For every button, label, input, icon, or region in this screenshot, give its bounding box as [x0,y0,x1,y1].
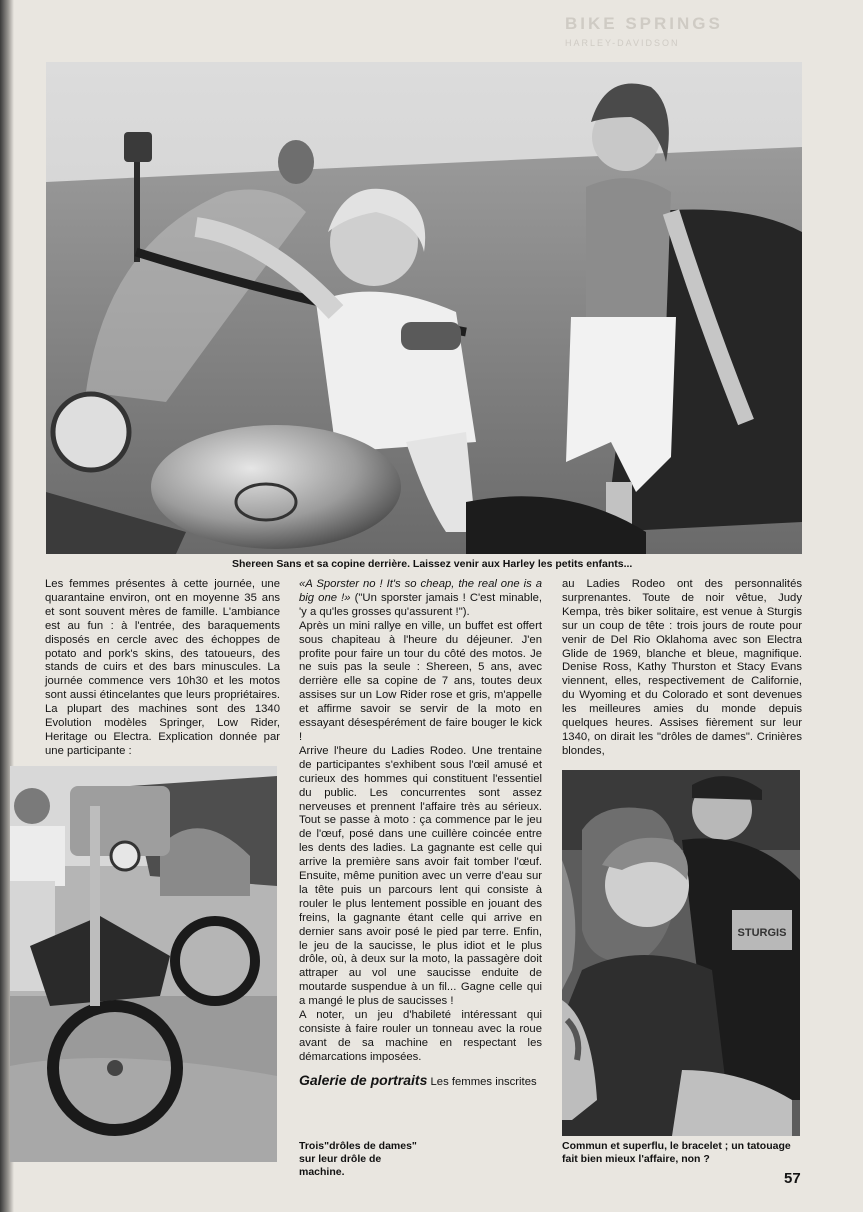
column2-subhead-paragraph [299,1071,542,1090]
left-photo-caption: Trois"drôles de dames" sur leur drôle de machine. [299,1140,417,1178]
french-quote: ("Un sporster jamais ! C'est minable, 'y a qu'les grosses qu'assurent !"). [299,591,542,618]
top-photo-girls-on-harley [46,62,802,554]
right-photo-caption: Commun et superflu, le bracelet ; un tatouage fait bien mieux l'affaire, non ? [562,1140,791,1165]
column3-paragraph: au Ladies Rodeo ont des personnalités surprenantes. Toute de noir vêtue, Judy Kempa, très biker solitaire, est venue à Sturgis sur un coup de tête : trois jours de route pour venir de Del Rio Oklahoma avec son Electra Glide de 1969, blanche et bleue, magnifique. Denise Ross, Kathy Thurston et Stacy Evans viennent, elles, respectivement de Californie, du Wyoming et du Colorado et sont devenues les meilleures amies du monde depuis quelques heures. Assises fièrement sur leur 1340, on dirait les "drôles de dames". Crinières blondes, [562,578,802,757]
article-column-3 [562,578,802,759]
subhead-galerie-de-portraits: Galerie de portraits [299,1071,428,1088]
column2-paragraph-2: Arrive l'heure du Ladies Rodeo. Une trentaine de participantes s'exhibent sous l'œil amusé et curieux des hommes qui constituent l'essentiel du public. Les concurrentes sont assez nerveuses et prennent l'affaire très au sérieux. Tout se passe à moto : ça commence par le jeu de l'œuf, posé dans une cuillère coincée entre les dents des ladies. La gagnante est celle qui arrive la première sans avoir fait tomber l'œuf. Ensuite, même punition avec un verre d'eau sur la tête puis un parcours lent qui consiste à rouler le plus lentement possible en jouant des freins, la gagnante étant celle qui arrive en dernier sans avoir posé le pied par terre. Enfin, le jeu de la saucisse, le plus idiot et le plus drôle, où, à deux sur la moto, la passagère doit attraper au vol une saucisse enduite de moutarde suspendue à un fil... Gagne celle qui a mangé le plus de saucisses ! [299,744,542,1008]
jacket-text-sturgis: STURGIS [737,927,787,939]
right-photo-woman-with-tattoo [562,770,800,1136]
column2-paragraph-4-start: Les femmes inscrites [427,1075,537,1088]
column2-quote-paragraph [299,578,542,620]
column2-paragraph-1: Après un mini rallye en ville, un buffet est offert sous chapiteau à l'heure du déjeuner. J'en profite pour faire un tour du côté des motos. Je ne suis pas la seule : Shereen, 5 ans, avec derrière elle sa copine de 7 ans, toutes deux assises sur un Low Rider rose et gris, m'appelle et affirme savoir se servir de la moto en essayant désespérément de faire bouger le kick ! [299,619,542,743]
top-photo-caption: Shereen Sans et sa copine derrière. Laissez venir aux Harley les petits enfants... [232,558,633,570]
show-through-header [565,14,855,58]
article-column-2 [299,578,542,1090]
page-number: 57 [784,1170,801,1187]
ghost-header-line1: BIKE SPRINGS [565,14,723,33]
english-quote: «A Sporster no ! It's so cheap, the real one is a big one !» [299,578,542,604]
ghost-header-line2: HARLEY-DAVIDSON [565,38,680,48]
article-column-1 [45,578,280,759]
column1-paragraph: Les femmes présentes à cette journée, une quarantaine environ, ont en moyenne 35 ans et sont souvent mères de famille. L'ambiance est au fun : à l'entrée, des baraquements disposés en cercle avec des échoppes de potato and pork's skins, des tatoueurs, des stands de cuirs et des bars minuscules. La journée commence vers 10h30 et les motos sont aussi étincelantes que leurs propriétaires. La plupart des machines sont des 1340 Evolution modèles Springer, Low Rider, Heritage ou Electra. Explication donnée par une participante : [45,578,280,757]
left-photo-women-on-motorcycle [10,766,277,1162]
column2-paragraph-3: A noter, un jeu d'habileté intéressant qui consiste à faire rouler un tonneau avec la roue avant de sa machine en respectant les démarcations imposées. [299,1009,542,1063]
